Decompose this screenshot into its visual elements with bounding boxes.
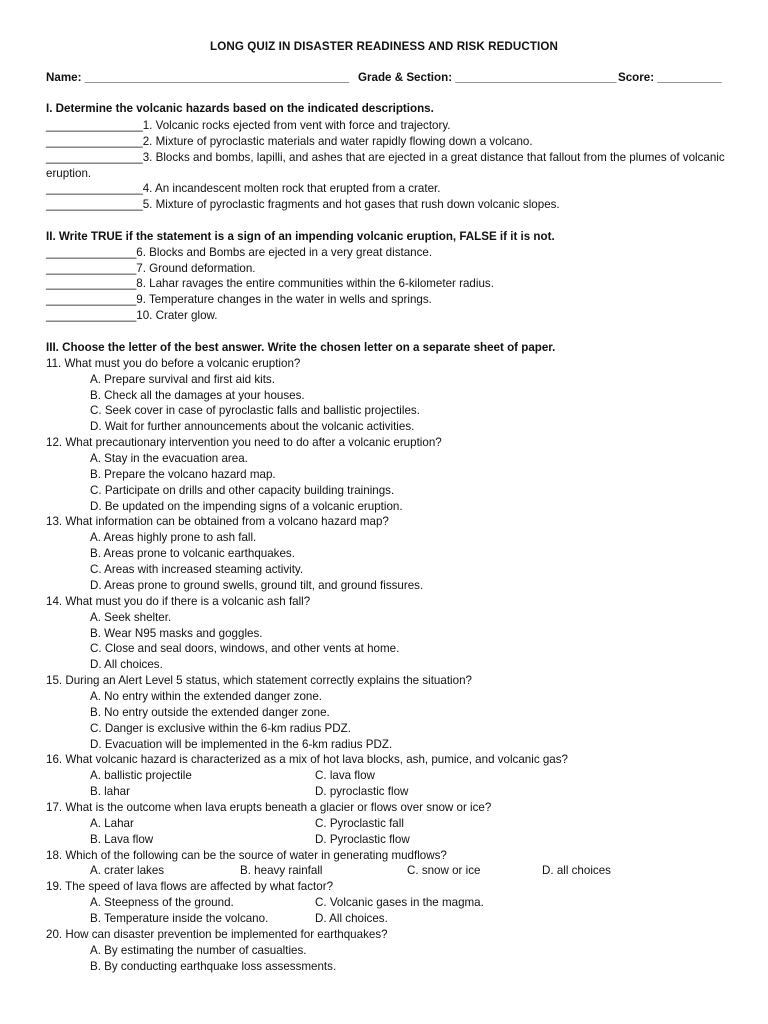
q14-option-d: D. All choices. (90, 658, 163, 671)
q18-option-d: D. all choices (542, 864, 611, 877)
q13-option-c: C. Areas with increased steaming activity. (90, 563, 304, 576)
q15-option-a: A. No entry within the extended danger zone. (90, 690, 323, 703)
part2-item-9: ______________9. Temperature changes in the water in wells and springs. (46, 293, 432, 306)
question-14: 14. What must you do if there is a volcanic ash fall? (46, 595, 311, 608)
q14-option-b: B. Wear N95 masks and goggles. (90, 627, 263, 640)
question-18: 18. Which of the following can be the source of water in generating mudflows? (46, 849, 447, 862)
q12-option-a: A. Stay in the evacuation area. (90, 452, 248, 465)
name-field: Name: _________________________________________ (46, 71, 350, 84)
question-15: 15. During an Alert Level 5 status, which statement correctly explains the situation? (46, 674, 472, 687)
q17-option-a: A. Lahar (90, 817, 134, 830)
q16-option-c: C. lava flow (315, 769, 375, 782)
q11-option-a: A. Prepare survival and first aid kits. (90, 373, 275, 386)
q15-option-b: B. No entry outside the extended danger zone. (90, 706, 330, 719)
part2-item-7: ______________7. Ground deformation. (46, 262, 256, 275)
q14-option-c: C. Close and seal doors, windows, and other vents at home. (90, 642, 400, 655)
q11-option-c: C. Seek cover in case of pyroclastic falls and ballistic projectiles. (90, 404, 420, 417)
q18-option-a: A. crater lakes (90, 864, 165, 877)
question-20: 20. How can disaster prevention be implemented for earthquakes? (46, 928, 388, 941)
part2-heading: II. Write TRUE if the statement is a sign of an impending volcanic eruption, FALSE if it is not. (46, 230, 555, 243)
score-field: Score: __________ (618, 71, 722, 84)
q12-option-c: C. Participate on drills and other capacity building trainings. (90, 484, 395, 497)
question-17: 17. What is the outcome when lava erupts beneath a glacier or flows over snow or ice? (46, 801, 492, 814)
question-12: 12. What precautionary intervention you need to do after a volcanic eruption? (46, 436, 442, 449)
question-13: 13. What information can be obtained from a volcano hazard map? (46, 515, 389, 528)
q16-option-b: B. lahar (90, 785, 130, 798)
q18-option-c: C. snow or ice (407, 864, 481, 877)
q19-option-a: A. Steepness of the ground. (90, 896, 234, 909)
q12-option-d: D. Be updated on the impending signs of a volcanic eruption. (90, 500, 403, 513)
q13-option-d: D. Areas prone to ground swells, ground tilt, and ground fissures. (90, 579, 424, 592)
q12-option-b: B. Prepare the volcano hazard map. (90, 468, 276, 481)
q17-option-b: B. Lava flow (90, 833, 154, 846)
q20-option-a: A. By estimating the number of casualties. (90, 944, 307, 957)
q17-option-d: D. Pyroclastic flow (315, 833, 410, 846)
part1-item-3: _______________3. Blocks and bombs, lapilli, and ashes that are ejected in a great distance that fallout from the plumes of volcanic eruption. (46, 151, 725, 180)
q13-option-a: A. Areas highly prone to ash fall. (90, 531, 257, 544)
q14-option-a: A. Seek shelter. (90, 611, 172, 624)
part2-item-8: ______________8. Lahar ravages the entire communities within the 6-kilometer radius. (46, 277, 494, 290)
part2-item-10: ______________10. Crater glow. (46, 309, 218, 322)
q13-option-b: B. Areas prone to volcanic earthquakes. (90, 547, 295, 560)
question-19: 19. The speed of lava flows are affected by what factor? (46, 880, 334, 893)
q19-option-d: D. All choices. (315, 912, 388, 925)
q20-option-b: B. By conducting earthquake loss assessments. (90, 960, 337, 973)
part3-heading: III. Choose the letter of the best answer. Write the chosen letter on a separate sheet of paper. (46, 341, 556, 354)
q17-option-c: C. Pyroclastic fall (315, 817, 404, 830)
part1-heading: I. Determine the volcanic hazards based on the indicated descriptions. (46, 102, 434, 115)
q11-option-d: D. Wait for further announcements about the volcanic activities. (90, 420, 415, 433)
q15-option-d: D. Evacuation will be implemented in the 6-km radius PDZ. (90, 738, 393, 751)
q11-option-b: B. Check all the damages at your houses. (90, 389, 305, 402)
part1-item-1: _______________1. Volcanic rocks ejected from vent with force and trajectory. (46, 119, 451, 132)
q18-option-b: B. heavy rainfall (240, 864, 323, 877)
part1-item-5: _______________5. Mixture of pyroclastic fragments and hot gases that rush down volcanic slopes. (46, 198, 560, 211)
part2-item-6: ______________6. Blocks and Bombs are ejected in a very great distance. (46, 246, 433, 259)
q19-option-b: B. Temperature inside the volcano. (90, 912, 269, 925)
part1-item-2: _______________2. Mixture of pyroclastic materials and water rapidly flowing down a volcano. (46, 135, 533, 148)
q16-option-a: A. ballistic projectile (90, 769, 192, 782)
question-16: 16. What volcanic hazard is characterized as a mix of hot lava blocks, ash, pumice, and volcanic gas? (46, 753, 568, 766)
document-title: LONG QUIZ IN DISASTER READINESS AND RISK REDUCTION (210, 40, 558, 53)
q15-option-c: C. Danger is exclusive within the 6-km radius PDZ. (90, 722, 351, 735)
q19-option-c: C. Volcanic gases in the magma. (315, 896, 484, 909)
q16-option-d: D. pyroclastic flow (315, 785, 409, 798)
part1-item-4: _______________4. An incandescent molten rock that erupted from a crater. (46, 182, 441, 195)
grade-section-field: Grade & Section: _________________________ (358, 71, 617, 84)
question-11: 11. What must you do before a volcanic eruption? (46, 357, 301, 370)
